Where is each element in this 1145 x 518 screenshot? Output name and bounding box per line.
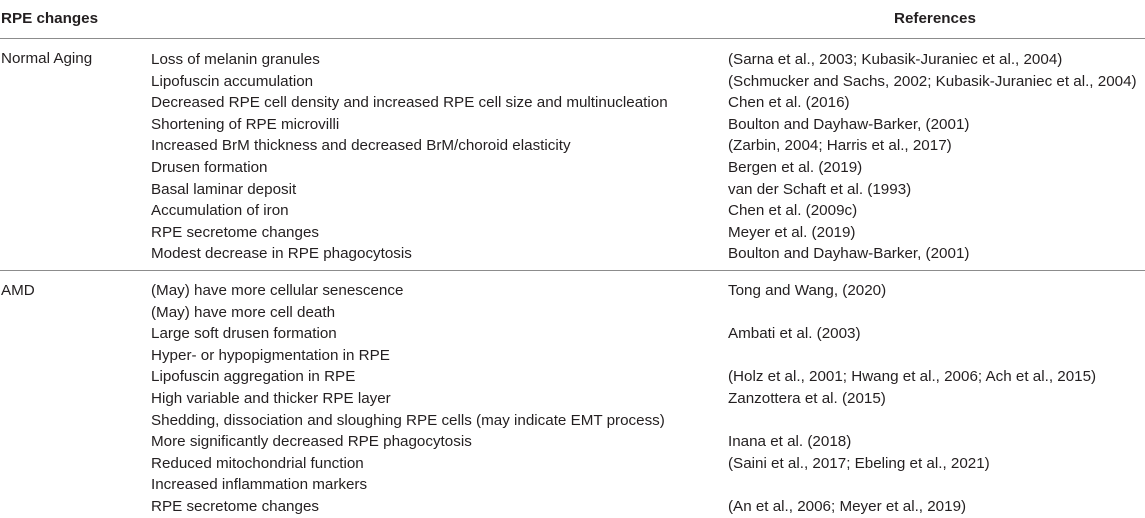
table-row	[0, 200, 1145, 222]
cell-reference: Tong and Wang, (2020)	[728, 282, 887, 299]
cell-reference: Boulton and Dayhaw-Barker, (2001)	[728, 115, 970, 133]
cell-rpe-change: Lipofuscin accumulation	[151, 72, 314, 90]
group-label: Normal Aging	[1, 50, 93, 67]
group-amd	[0, 271, 1145, 514]
cell-rpe-change: (May) have more cellular senescence	[151, 282, 404, 299]
cell-reference: Bergen et al. (2019)	[728, 159, 863, 176]
cell-rpe-change: High variable and thicker RPE layer	[151, 390, 391, 407]
cell-reference: Zanzottera et al. (2015)	[728, 390, 886, 407]
cell-rpe-change: Accumulation of iron	[151, 202, 289, 220]
cell-reference: (Zarbin, 2004; Harris et al., 2017)	[728, 137, 952, 155]
cell-rpe-change: Lipofuscin aggregation in RPE	[151, 368, 356, 386]
table-row	[0, 243, 1145, 265]
table-header	[0, 0, 1145, 39]
table-row	[0, 135, 1145, 157]
cell-reference: Inana et al. (2018)	[728, 433, 852, 451]
table-row	[0, 496, 1145, 518]
group-normal-aging	[0, 39, 1145, 271]
cell-rpe-change: (May) have more cell death	[151, 303, 336, 321]
cell-rpe-change: Drusen formation	[151, 159, 268, 176]
table-row	[0, 388, 1145, 410]
cell-reference: Chen et al. (2009c)	[728, 202, 858, 220]
table-row	[0, 157, 1145, 179]
cell-rpe-change: RPE secretome changes	[151, 498, 319, 515]
cell-rpe-change: Basal laminar deposit	[151, 180, 297, 198]
table-row	[0, 222, 1145, 244]
table-row	[0, 114, 1145, 136]
header-rpe-changes: RPE changes	[1, 10, 99, 27]
cell-reference: Meyer et al. (2019)	[728, 223, 856, 241]
table-row	[0, 302, 1145, 324]
table-row	[0, 92, 1145, 114]
cell-reference: Boulton and Dayhaw-Barker, (2001)	[728, 245, 970, 263]
table-row	[0, 453, 1145, 475]
table-row	[0, 49, 1145, 71]
group-label: AMD	[1, 282, 35, 299]
cell-reference: (Sarna et al., 2003; Kubasik-Juraniec et al., 2004)	[728, 51, 1063, 68]
cell-reference: (Schmucker and Sachs, 2002; Kubasik-Juraniec et al., 2004)	[728, 72, 1137, 90]
cell-rpe-change: Increased inflammation markers	[151, 476, 368, 494]
cell-rpe-change: Modest decrease in RPE phagocytosis	[151, 245, 412, 263]
table-row	[0, 410, 1145, 432]
cell-reference: Ambati et al. (2003)	[728, 325, 861, 343]
cell-reference: (Saini et al., 2017; Ebeling et al., 2021)	[728, 454, 990, 472]
table-row	[0, 366, 1145, 388]
cell-rpe-change: Shedding, dissociation and sloughing RPE cells (may indicate EMT process)	[151, 411, 665, 429]
cell-reference: Chen et al. (2016)	[728, 94, 850, 112]
table-row	[0, 280, 1145, 302]
cell-rpe-change: More significantly decreased RPE phagocytosis	[151, 433, 472, 451]
cell-reference: (An et al., 2006; Meyer et al., 2019)	[728, 498, 967, 515]
cell-rpe-change: Loss of melanin granules	[151, 51, 320, 68]
table-row	[0, 323, 1145, 345]
table-row	[0, 179, 1145, 201]
cell-rpe-change: Hyper- or hypopigmentation in RPE	[151, 346, 390, 364]
table-row	[0, 431, 1145, 453]
table-row	[0, 71, 1145, 93]
cell-reference: van der Schaft et al. (1993)	[728, 180, 912, 198]
header-references: References	[894, 10, 976, 27]
cell-reference: (Holz et al., 2001; Hwang et al., 2006; Ach et al., 2015)	[728, 368, 1097, 386]
table-row	[0, 474, 1145, 496]
cell-rpe-change: Shortening of RPE microvilli	[151, 115, 340, 133]
cell-rpe-change: Increased BrM thickness and decreased BrM/choroid elasticity	[151, 137, 571, 155]
cell-rpe-change: Large soft drusen formation	[151, 325, 337, 343]
cell-rpe-change: Reduced mitochondrial function	[151, 454, 364, 472]
table-row	[0, 345, 1145, 367]
cell-rpe-change: Decreased RPE cell density and increased RPE cell size and multinucleation	[151, 94, 668, 112]
cell-rpe-change: RPE secretome changes	[151, 223, 319, 241]
